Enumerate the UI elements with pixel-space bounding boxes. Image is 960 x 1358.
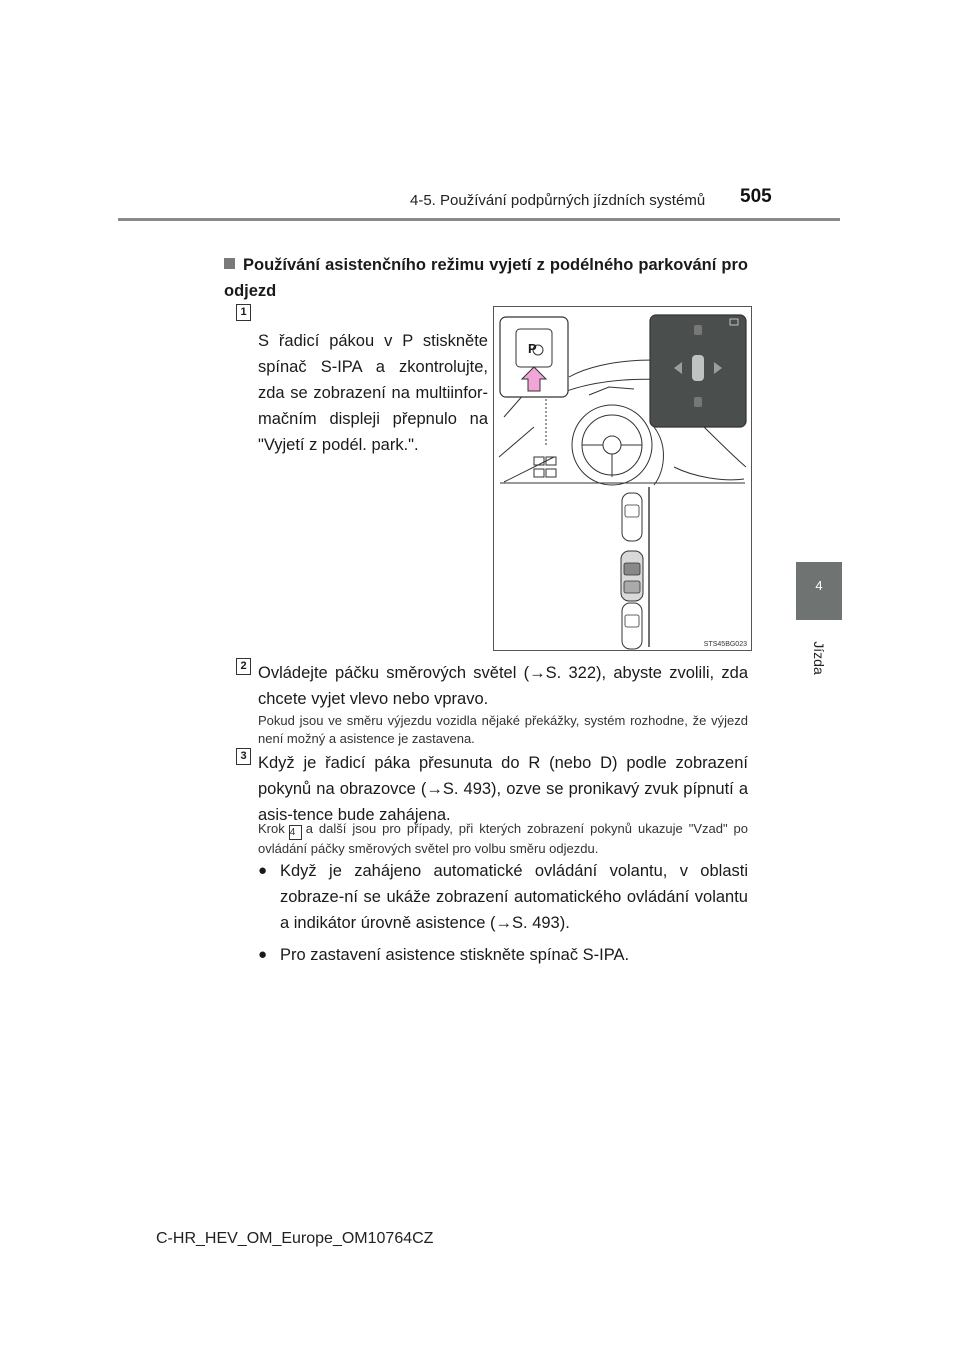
section-heading-text: Používání asistenčního režimu vyjetí z podélného parkování pro odjezd [224, 256, 748, 300]
header-rule [118, 218, 840, 221]
own-car [621, 551, 643, 601]
step-number-2: 2 [236, 658, 251, 675]
chapter-label-text: Jízda [811, 641, 827, 675]
list-item [258, 942, 748, 968]
section-heading [224, 252, 748, 304]
figure-code: STS45BG023 [703, 641, 747, 648]
step-3-note-prefix: Krok [258, 821, 285, 836]
step-number-1: 1 [236, 304, 251, 321]
page-number: 505 [740, 186, 772, 207]
bullet-icon: ● [258, 862, 268, 879]
footer-document-code: C-HR_HEV_OM_Europe_OM10764CZ [156, 1230, 434, 1247]
step-number-3: 3 [236, 748, 251, 765]
parking-assist-figure [493, 306, 752, 651]
chapter-number: 4 [815, 578, 823, 593]
step-3-note [258, 820, 748, 858]
header-title: 4-5. Používání podpůrných jízdních systémů [410, 192, 706, 209]
chapter-label [796, 628, 842, 688]
bullet-list [258, 858, 748, 968]
figure-illustration [494, 307, 751, 650]
step-1-text: S řadicí pákou v P stiskněte spínač S-IPA a zkontrolujte, zda se zobrazení na multiinfor-mačním displeji přepnulo na "Vyjetí z podél. park.". [258, 332, 488, 454]
step-3-note-suffix: a další jsou pro případy, při kterých zobrazení pokynů ukazuje "Vzad" po ovládání páčky směrových světel pro volbu směru odjezdu. [258, 821, 748, 856]
step-2-note: Pokud jsou ve směru výjezdu vozidla nějaké překážky, systém rozhodne, že výjezd není možný a asistence je zastavena. [258, 713, 748, 746]
bullet-text: Když je zahájeno automatické ovládání volantu, v oblasti zobraze-ní se ukáže zobrazení automatického ovládání volantu a indikátor úrovně asistence (→S. 493). [280, 862, 748, 932]
step-2-text: Ovládejte páčku směrových světel (→S. 322), abyste zvolili, zda chcete vyjet vlevo nebo vpravo. [258, 664, 748, 708]
step-3-text: Když je řadicí páka přesunuta do R (nebo D) podle zobrazení pokynů na obrazovce (→S. 493), ozve se pronikavý zvuk pípnutí a asis-tence bude zahájena. [258, 754, 748, 824]
list-item [258, 858, 748, 936]
step-ref-box: 4 [289, 825, 302, 840]
switch-label: P [528, 341, 537, 356]
bullet-text: Pro zastavení asistence stiskněte spínač S-IPA. [280, 946, 630, 964]
heading-square-icon [224, 258, 235, 269]
bullet-icon: ● [258, 946, 268, 963]
